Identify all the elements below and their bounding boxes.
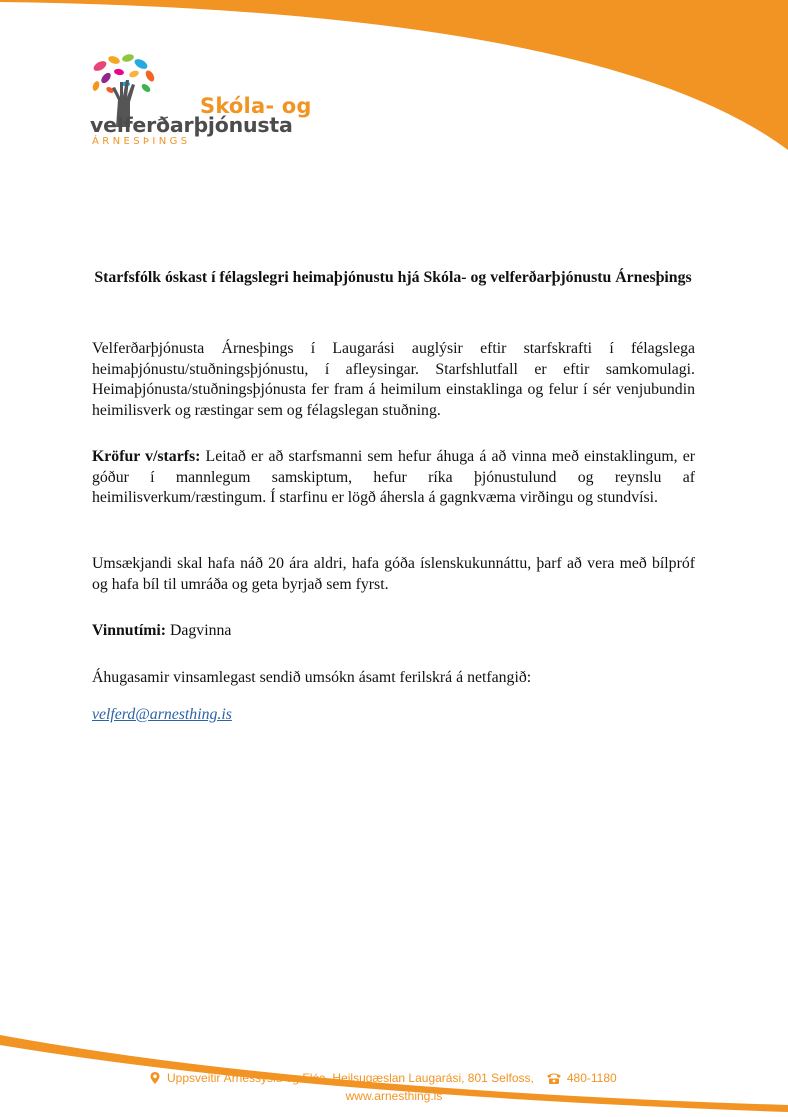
requirements-text: Leitað er að starfsmanni sem hefur áhuga á að vinna með einstaklingum, er góður í mannlegum samskiptum, hefur ríka þjónustulund og reynslu af heimilisverkum/ræstingum. Í starfinu er lögð áhersla á gagnkvæma virðingu og stundvísi. <box>92 448 695 506</box>
location-pin-icon <box>148 1071 162 1085</box>
footer-contact-line <box>148 1071 617 1085</box>
logo-text-line1: Skóla- og <box>200 94 312 118</box>
email-link[interactable]: velferd@arnesthing.is <box>92 706 232 723</box>
hours-label: Vinnutími: <box>92 622 167 639</box>
intro-paragraph: Velferðarþjónusta Árnesþings í Laugarási auglýsir eftir starfskrafti í félagslega heimaþjónustu/stuðningsþjónustu, í afleysingar. Starfshlutfall er eftir samkomulagi. Heimaþjónusta/stuðningsþjónusta fer fram á heimilum einstaklinga og felur í sér venjubundin heimilisverk og ræstingar sem og félagslegan stuðning. <box>92 340 695 419</box>
phone-icon <box>546 1071 562 1085</box>
footer-website[interactable]: www.arnesthing.is <box>345 1089 443 1103</box>
footer-address: Uppsveitir Árnessýslu og Flóa, Heilsugæslan Laugarási, 801 Selfoss, <box>167 1071 534 1085</box>
organization-logo <box>86 52 326 147</box>
requirements-label: Kröfur v/starfs: <box>92 448 201 465</box>
requirements-paragraph <box>92 447 695 509</box>
logo-text-line3: ÁRNESÞINGS <box>92 136 191 147</box>
apply-paragraph: Áhugasamir vinsamlegast sendið umsókn ásamt ferilskrá á netfangið: <box>92 669 532 686</box>
footer-phone: 480-1180 <box>566 1071 617 1085</box>
email-paragraph <box>92 705 695 726</box>
document-title: Starfsfólk óskast í félagslegri heimaþjónustu hjá Skóla- og velferðarþjónustu Árnesþings <box>94 269 692 286</box>
hours-paragraph <box>92 621 695 642</box>
hours-value: Dagvinna <box>166 622 232 639</box>
logo-text-line2: velferðarþjónusta <box>90 113 293 137</box>
eligibility-paragraph: Umsækjandi skal hafa náð 20 ára aldri, hafa góða íslenskukunnáttu, þarf að vera með bílpróf og hafa bíl til umráða og geta byrjað sem fyrst. <box>92 555 695 593</box>
